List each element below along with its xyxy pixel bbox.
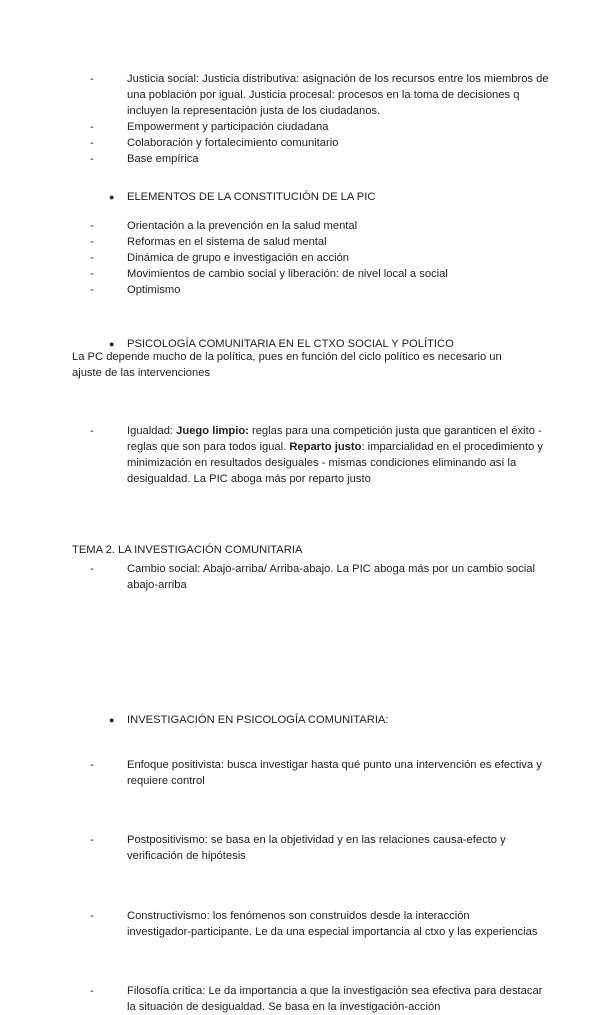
heading-text: ELEMENTOS DE LA CONSTITUCIÓN DE LA PIC [127,191,376,203]
item-text: Orientación a la prevención en la salud mental [127,220,358,232]
heading-text: PSICOLOGÍA COMUNITARIA EN EL CTXO SOCIAL Y POLÍTICO [127,338,454,350]
item-line: Justicia social: Justicia distributiva: asignación de los recursos entre los miembros de [127,73,549,85]
text-run: reglas que son para todos igual. [127,441,290,453]
paragraph-line: ajuste de las intervenciones [72,367,211,379]
item-text: Optimismo [127,284,181,296]
item-text: Dinámica de grupo e investigación en acción [127,252,350,264]
list-item [90,266,550,282]
igualdad-item [90,423,587,487]
item-line: abajo-arriba [127,579,187,591]
dash-marker: - [90,284,94,296]
dash-marker: - [90,220,94,232]
bullet-icon: ● [109,339,115,349]
section-heading [90,189,587,205]
list-item [90,218,550,234]
item-line: una población por igual. Justicia procesal: procesos en la toma de decisiones q [127,89,520,101]
item-text: Reformas en el sistema de salud mental [127,236,327,248]
dash-marker: - [90,425,94,437]
list-item [90,757,587,789]
section-heading [90,712,587,728]
list-item [90,983,587,1015]
dash-marker: - [90,759,94,771]
dash-marker: - [90,985,94,997]
bold-term: Reparto justo [289,441,362,453]
heading-text: INVESTIGACIÓN EN PSICOLOGÍA COMUNITARIA: [127,714,389,726]
dash-marker: - [90,153,94,165]
dash-marker: - [90,73,94,85]
item-line: la situación de desigualdad. Se basa en la investigación-acción [127,1001,441,1013]
item-text: Movimientos de cambio social y liberación: de nivel local a social [127,268,448,280]
bold-term: Juego limpio: [176,425,249,437]
paragraph-line: La PC depende mucho de la política, pues en función del ciclo político es necesario un [72,351,502,363]
bullet-icon: ● [109,715,115,725]
text-run: : imparcialidad en el procedimiento y [361,441,544,453]
item-line: Filosofía crítica: Le da importancia a que la investigación sea efectiva para destacar [127,985,543,997]
list-item [90,135,550,151]
dash-marker: - [90,252,94,264]
dash-marker: - [90,137,94,149]
bullet-icon: ● [109,192,115,202]
text-run: Igualdad: [127,425,177,437]
item-line: investigador-participante. Le da una especial importancia al ctxo y las experiencias [127,926,538,938]
item-line [127,439,587,455]
item-line: Colaboración y fortalecimiento comunitario [127,137,339,149]
elements-list [90,218,550,298]
item-line: requiere control [127,775,205,787]
item-line: minimización en resultados desiguales - mismas condiciones eliminando así la [127,457,517,469]
list-item [90,908,587,940]
item-line: Constructivismo: los fenómenos son construidos desde la interacción [127,910,470,922]
dash-marker: - [90,268,94,280]
dash-marker: - [90,121,94,133]
chapter-title: TEMA 2. LA INVESTIGACIÓN COMUNITARIA [72,544,303,556]
item-line: Cambio social: Abajo-arriba/ Arriba-abajo. La PIC aboga más por un cambio social [127,563,535,575]
list-item [90,832,587,864]
list-item [90,151,550,167]
item-line: verificación de hipótesis [127,850,246,862]
paragraph [72,349,532,381]
list-item [90,119,550,135]
item-line [127,423,587,439]
item-line: Postpositivismo: se basa en la objetividad y en las relaciones causa-efecto y [127,834,506,846]
dash-marker: - [90,236,94,248]
item-line: Enfoque positivista: busca investigar hasta qué punto una intervención es efectiva y [127,759,542,771]
dash-marker: - [90,910,94,922]
item-line: incluyen la representación justa de los ciudadanos. [127,105,381,117]
item-line: desigualdad. La PIC aboga más por reparto justo [127,473,371,485]
item-line: Base empírica [127,153,199,165]
list-item [90,282,550,298]
cambio-social-item [90,561,587,593]
dash-marker: - [90,563,94,575]
list-item [90,234,550,250]
item-line: Empowerment y participación ciudadana [127,121,329,133]
list-item [90,71,550,119]
list-item [90,250,550,266]
dash-marker: - [90,834,94,846]
principles-list [90,71,550,167]
text-run: reglas para una competición justa que garanticen el éxito - [248,425,542,437]
